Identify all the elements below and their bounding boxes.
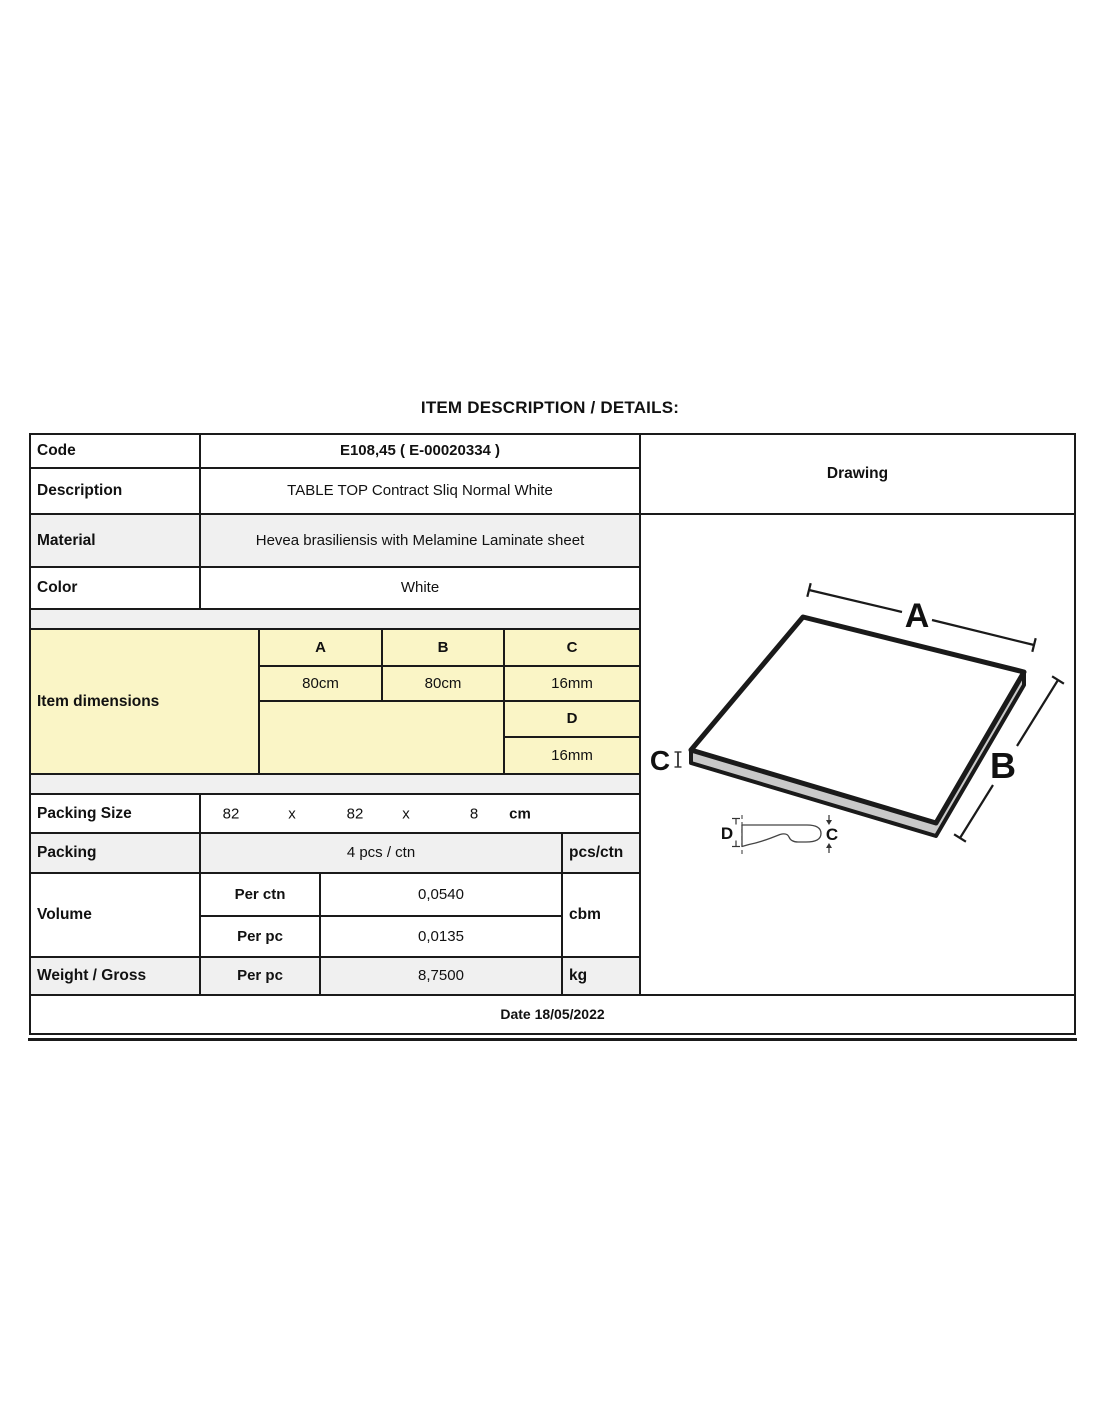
packing-size-sep1: x (288, 804, 296, 822)
dim-label-b: B (990, 745, 1016, 786)
packing-size-value (199, 793, 641, 834)
material-row-label: Material (29, 513, 201, 568)
thickness-tick-c (675, 752, 682, 767)
spec-table (29, 433, 1076, 1035)
description-row-label: Description (29, 467, 201, 515)
profile-label-d: D (720, 824, 734, 843)
dim-col-a-header: A (258, 628, 383, 667)
dim-col-b-value: 80cm (381, 665, 505, 702)
spacer-row-bottom (29, 773, 641, 795)
dim-col-d-header: D (503, 700, 641, 738)
dim-label-c: C (649, 745, 671, 776)
dim-label-a: A (904, 597, 930, 635)
profile-d-ticks (732, 819, 740, 847)
weight-per-pc-label: Per pc (199, 956, 321, 996)
weight-value: 8,7500 (319, 956, 563, 996)
code-value: E108,45 ( E-00020334 ) (199, 433, 641, 469)
dim-col-d-value: 16mm (503, 736, 641, 775)
volume-label: Volume (29, 872, 201, 958)
dim-blank-cell (258, 700, 505, 775)
dim-col-c-header: C (503, 628, 641, 667)
packing-size-sep2: x (402, 804, 410, 822)
drawing-header: Drawing (639, 433, 1076, 515)
drawing-canvas (639, 513, 1076, 996)
dim-col-a-value: 80cm (258, 665, 383, 702)
packing-size-unit: cm (509, 804, 531, 822)
packing-value: 4 pcs / ctn (199, 832, 563, 874)
spacer-row-top (29, 608, 641, 630)
material-value: Hevea brasiliensis with Melamine Laminate sheet (199, 513, 641, 568)
packing-label: Packing (29, 832, 201, 874)
code-row-label: Code (29, 433, 201, 469)
volume-per-ctn-label: Per ctn (199, 872, 321, 917)
volume-per-pc-label: Per pc (199, 915, 321, 958)
dim-col-b-header: B (381, 628, 505, 667)
tabletop-drawing (641, 515, 1074, 994)
volume-unit: cbm (561, 872, 641, 958)
page-title: ITEM DESCRIPTION / DETAILS: (420, 398, 680, 417)
weight-unit: kg (561, 956, 641, 996)
weight-label: Weight / Gross (29, 956, 201, 996)
packing-unit: pcs/ctn (561, 832, 641, 874)
item-dimensions-label: Item dimensions (29, 628, 260, 775)
color-value: White (199, 566, 641, 610)
volume-per-ctn-value: 0,0540 (319, 872, 563, 917)
color-row-label: Color (29, 566, 201, 610)
edge-profile-icon (721, 815, 838, 857)
packing-size-depth: 82 (346, 804, 364, 822)
tabletop-top-face (691, 617, 1024, 823)
packing-size-width: 82 (222, 804, 240, 822)
description-value: TABLE TOP Contract Sliq Normal White (199, 467, 641, 515)
profile-label-c: C (825, 825, 839, 844)
date-row: Date 18/05/2022 (29, 994, 1076, 1035)
packing-size-label: Packing Size (29, 793, 201, 834)
packing-size-height: 8 (469, 804, 479, 822)
dim-col-c-value: 16mm (503, 665, 641, 702)
volume-per-pc-value: 0,0135 (319, 915, 563, 958)
